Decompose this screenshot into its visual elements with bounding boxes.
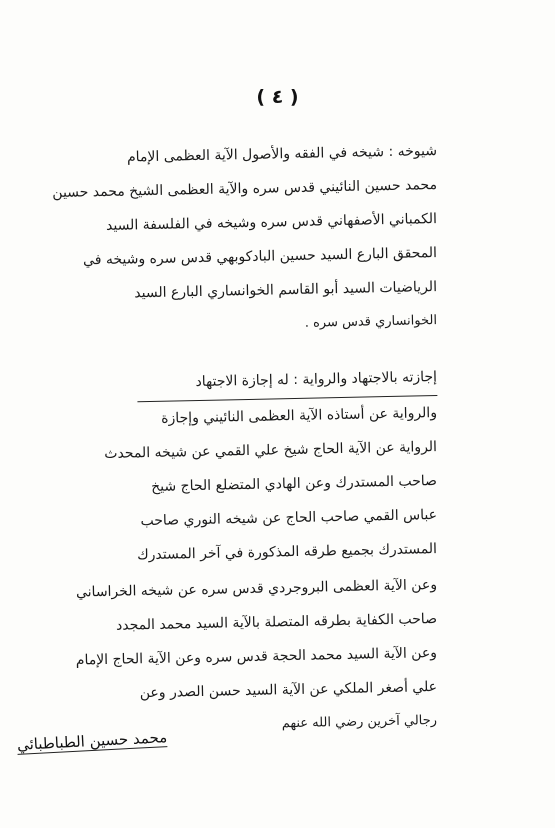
narrators-paragraph (75, 568, 438, 738)
text-line: شيوخه : شيخه في الفقه والأصول الآية العظمى الإمام (126, 143, 438, 166)
text-line: عباس القمي صاحب الحاج عن شيخه النوري صاحب (140, 507, 438, 530)
text-line: والرواية عن أستاذه الآية العظمى النائيني وإجازة (161, 405, 438, 427)
text-line: المستدرك بجميع طرقه المذكورة في آخر المستدرك (136, 541, 438, 564)
section-heading: إجازته بالاجتهاد والرواية : له إجازة الاجتهاد (137, 360, 438, 402)
text-line: وعن الآية العظمى البروجردي قدس سره عن شيخه الخراساني (75, 577, 438, 601)
teachers-paragraph (52, 134, 438, 338)
licenses-paragraph (104, 360, 438, 566)
signature: محمد حسين الطباطبائي (16, 728, 168, 754)
text-line: صاحب المستدرك وعن الهادي المتضلع الحاج شيخ (150, 473, 438, 495)
text-line: رجالي آخرين رضي الله عنهم (281, 713, 438, 732)
page-number: ( ٤ ) (256, 86, 299, 108)
text-line: علي أصغر الملكي عن الآية السيد حسن الصدر وعن (139, 679, 438, 702)
text-line: وعن الآية السيد محمد الحجة قدس سره وعن الآية الحاج الإمام (75, 645, 438, 669)
text-line: الرياضيات السيد أبو القاسم الخوانساري البارع السيد (134, 279, 438, 302)
text-line: محمد حسين النائيني قدس سره والآية العظمى الشيخ محمد حسين (52, 177, 438, 202)
text-line: الرواية عن الآية الحاج شيخ علي القمي عن شيخه المحدث (104, 439, 438, 462)
text-line: الخوانساري قدس سره . (304, 313, 438, 331)
text-line: المحقق البارع السيد حسين البادكوبهي قدس سره وشيخه في (82, 245, 438, 269)
text-line: صاحب الكفاية بطرقه المتصلة بالآية السيد محمد المجدد (115, 611, 438, 634)
text-line: الكمباني الأصفهاني قدس سره وشيخه في الفلسفة السيد (105, 211, 438, 234)
